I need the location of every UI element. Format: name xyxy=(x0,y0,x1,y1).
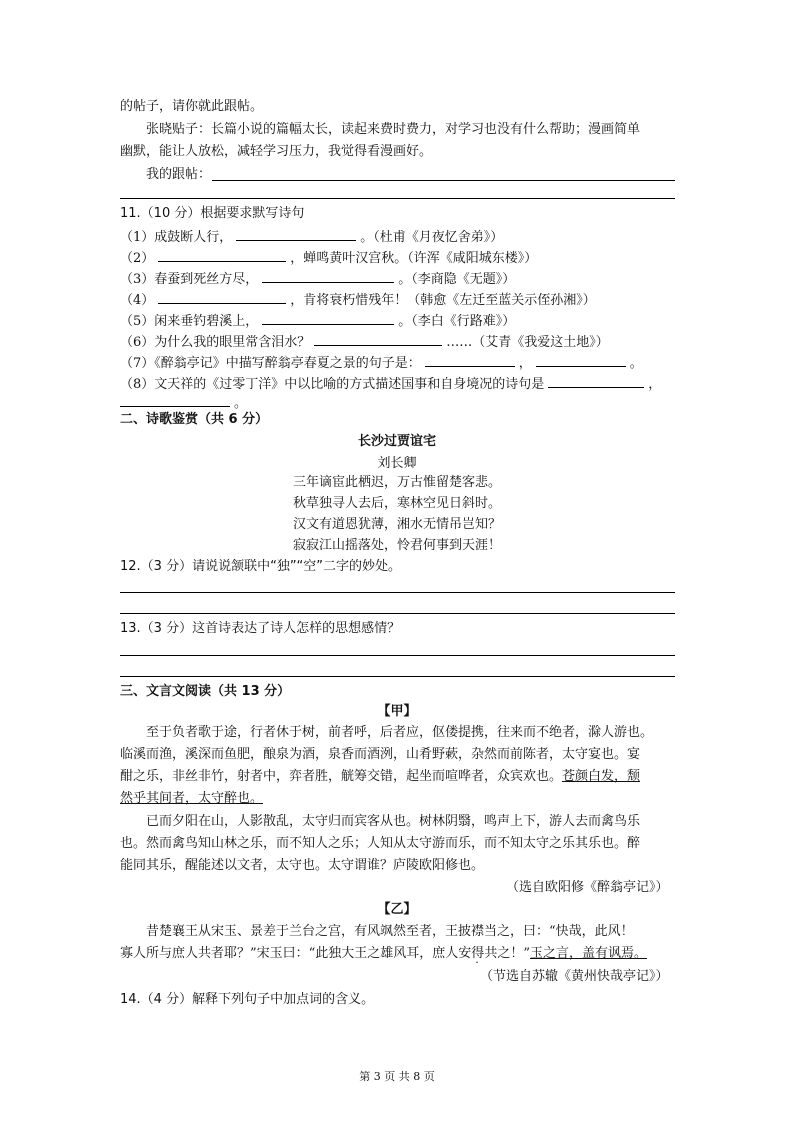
jia-underlined-sentence-2: 然乎其间者，太守醉也。 xyxy=(120,791,264,806)
q11-4-text: （4） xyxy=(120,293,155,308)
q11-item-8-cont xyxy=(120,394,247,410)
q11-7-text: （7）《醉翁亭记》中描写醉翁亭春夏之景的句子是： xyxy=(120,356,421,371)
q11-6-text: （6）为什么我的眼里常含泪水？ xyxy=(120,335,311,350)
q14: 14.（4 分）解释下列句子中加点词的含义。 xyxy=(120,992,375,1007)
jia-p1-line-3 xyxy=(120,770,640,783)
q11-item-2 xyxy=(120,249,537,265)
q11-3-blank[interactable] xyxy=(262,270,394,283)
q11-8-end: 。 xyxy=(234,396,248,411)
intro-line: 的帖子，请你就此跟帖。 xyxy=(120,99,264,114)
q11-item-5 xyxy=(120,312,515,328)
q13-answer-line-2[interactable] xyxy=(120,676,675,677)
jia-p1-line-3a: 酣之乐，非丝非竹，射者中，弈者胜，觥筹交错，起坐而喧哗者，众宾欢也。 xyxy=(120,769,563,784)
q11-3-source: 。（李商隐《无题》） xyxy=(398,272,516,287)
q11-8-text: （8）文天祥的《过零丁洋》中以比喻的方式描述国事和自身境况的诗句是 xyxy=(120,377,545,392)
poem-author: 刘长卿 xyxy=(377,456,417,471)
q11-2-source: ，蝉鸣黄叶汉宫秋。（许浑《咸阳城东楼》） xyxy=(290,251,538,266)
reply-blank-1[interactable] xyxy=(212,180,675,181)
jia-p2-line-3: 能同其乐，醒能述以文者，太守也。太守谓谁？庐陵欧阳修也。 xyxy=(120,858,485,873)
yi-line-2 xyxy=(120,947,647,960)
yi-line-2a: 寡人所与庶人共者耶？”宋玉曰：“此独大王之雄风耳，庶人安 xyxy=(120,946,472,961)
q12-answer-line-1[interactable] xyxy=(120,592,675,593)
q12-answer-line-2[interactable] xyxy=(120,613,675,614)
section-3-heading: 三、文言文阅读（共 13 分） xyxy=(120,684,291,699)
poem-line-3: 汉文有道恩犹薄，湘水无情吊岂知？ xyxy=(292,517,501,532)
zhang-post-line-1: 张晓贴子：长篇小说的篇幅太长，读起来费时费力，对学习也没有什么帮助；漫画简单 xyxy=(146,122,641,137)
q11-8-blank-2[interactable] xyxy=(120,394,230,407)
q11-5-source: 。（李白《行路难》） xyxy=(398,314,516,329)
jia-p1-line-2: 临溪而渔，溪深而鱼肥，酿泉为酒，泉香而酒洌，山肴野蔌，杂然而前陈者，太守宴也。宴 xyxy=(120,747,641,762)
q11-item-4 xyxy=(120,291,596,307)
section-2-heading: 二、诗歌鉴赏（共 6 分） xyxy=(120,412,269,427)
q11-3-text: （3）春蚕到死丝方尽， xyxy=(120,272,259,287)
q11-item-3 xyxy=(120,270,515,286)
poem-line-4: 寂寂江山摇落处，怜君何事到天涯！ xyxy=(292,538,501,553)
q11-1-source: 。（杜甫《月夜忆舍弟》） xyxy=(360,230,504,245)
passage-yi-label: 【乙】 xyxy=(377,902,417,917)
q11-6-blank[interactable] xyxy=(314,333,442,346)
q11-6-source: ……（艾青《我爱这土地》） xyxy=(446,335,609,350)
q11-8-blank-1[interactable] xyxy=(548,375,644,388)
q11-4-blank[interactable] xyxy=(158,291,286,304)
q11-7-blank-2[interactable] xyxy=(536,354,626,367)
jia-p1-line-1: 至于负者歌于途，行者休于树，前者呼，后者应，伛偻提携，往来而不绝者，滁人游也。 xyxy=(146,725,654,740)
zhang-post-line-2: 幽默，能让人放松，减轻学习压力，我觉得看漫画好。 xyxy=(120,144,433,159)
q11-2-text: （2） xyxy=(120,251,155,266)
q11-7-end: 。 xyxy=(629,356,643,371)
q11-item-6 xyxy=(120,333,609,349)
yi-underlined-sentence: 玉之言，盖有讽焉。 xyxy=(529,946,647,961)
poem-title: 长沙过贾谊宅 xyxy=(357,434,436,449)
yi-line-2b: 共之！” xyxy=(484,946,530,961)
page-footer: 第 3 页 共 8 页 xyxy=(359,1070,435,1083)
q13: 13.（3 分）这首诗表达了诗人怎样的思想感情？ xyxy=(120,621,401,636)
jia-underlined-sentence-1: 苍颜白发，颓 xyxy=(562,769,641,784)
reply-blank-2[interactable] xyxy=(120,198,675,199)
q11-1-text: （1）成鼓断人行， xyxy=(120,230,233,245)
q11-item-8 xyxy=(120,375,661,391)
q13-answer-line-1[interactable] xyxy=(120,655,675,656)
dotted-word: 得 xyxy=(471,946,485,961)
q11-7-blank-1[interactable] xyxy=(425,354,515,367)
q11-8-comma: ， xyxy=(648,377,662,392)
q12: 12.（3 分）请说说颔联中“独”“空”二字的妙处。 xyxy=(120,559,402,574)
jia-source: （选自欧阳修《醉翁亭记》） xyxy=(506,880,669,895)
q11-5-text: （5）闲来垂钓碧溪上， xyxy=(120,314,259,329)
poem-line-2: 秋草独寻人去后，寒林空见日斜时。 xyxy=(292,496,501,511)
q11-2-blank[interactable] xyxy=(158,249,286,262)
q11-item-1 xyxy=(120,228,503,244)
q11-title: 11.（10 分）根据要求默写诗句 xyxy=(120,206,305,221)
jia-p2-line-1: 已而夕阳在山，人影散乱，太守归而宾客从也。树林阴翳，鸣声上下，游人去而禽鸟乐 xyxy=(146,814,641,829)
yi-source: （节选自苏辙《黄州快哉亭记》） xyxy=(480,969,669,984)
q11-4-source: ，肯将衰朽惜残年！（韩愈《左迁至蓝关示侄孙湘》） xyxy=(290,293,596,308)
passage-jia-label: 【甲】 xyxy=(377,704,417,719)
q11-1-blank[interactable] xyxy=(236,228,356,241)
jia-p2-line-2: 也。然而禽鸟知山林之乐，而不知人之乐；人知从太守游而乐，而不知太守之乐其乐也。醉 xyxy=(120,836,641,851)
poem-line-1: 三年谪宦此栖迟，万古惟留楚客悲。 xyxy=(292,475,501,490)
yi-line-1: 昔楚襄王从宋玉、景差于兰台之宫，有风飒然至者，王披襟当之，曰：“快哉，此风！ xyxy=(146,924,634,939)
reply-label: 我的跟帖： xyxy=(146,167,212,182)
q11-item-7 xyxy=(120,354,643,370)
q11-7-comma: ， xyxy=(518,356,532,371)
q11-5-blank[interactable] xyxy=(262,312,394,325)
